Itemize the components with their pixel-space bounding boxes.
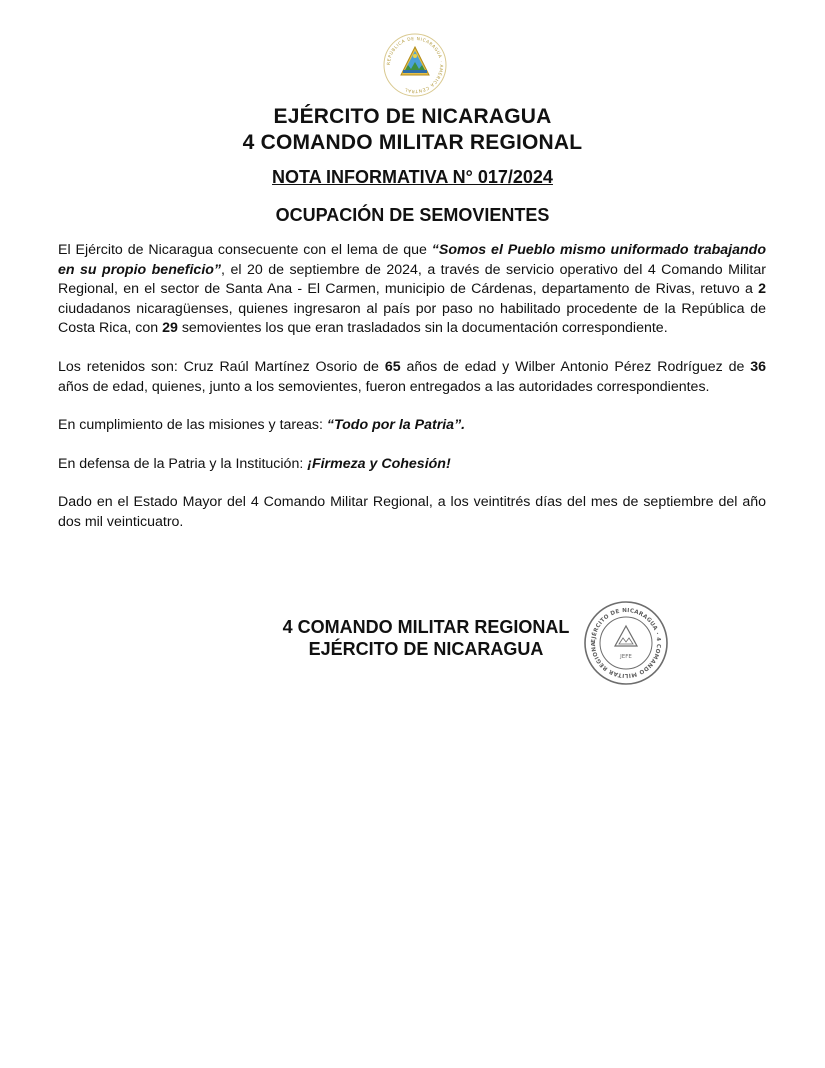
coat-of-arms-icon [382, 32, 448, 98]
paragraph-4 [58, 455, 766, 475]
organization-name: EJÉRCITO DE NICARAGUA [273, 105, 552, 128]
paragraph-2 [58, 358, 766, 397]
age-2: 36 [750, 358, 766, 375]
document-body [58, 241, 766, 533]
svg-text:JEFE: JEFE [620, 654, 632, 660]
command-name: 4 COMANDO MILITAR REGIONAL [242, 131, 583, 154]
motto-todo-por-la-patria: “Todo por la Patria”. [326, 417, 466, 434]
text-span: El Ejército de Nicaragua consecuente con el lema de que [58, 242, 432, 258]
text-span: años de edad y Wilber Antonio Pérez Rodríguez de [400, 358, 751, 375]
people-count: 2 [758, 281, 766, 298]
motto-firmeza-y-cohesion: ¡Firmeza y Cohesión! [307, 455, 451, 472]
signature-block [268, 616, 584, 660]
text-span: En defensa de la Patria y la Institución: [58, 455, 308, 472]
subject-title: OCUPACIÓN DE SEMOVIENTES [275, 205, 550, 225]
note-number-title: NOTA INFORMATIVA N° 017/2024 [272, 167, 553, 187]
signature-line-2: EJÉRCITO DE NICARAGUA [308, 639, 544, 659]
text-span: ciudadanos nicaragüenses, quienes ingresaron al país por paso no habilitado procedente de la República de Costa Rica, con [58, 300, 766, 337]
paragraph-1 [58, 241, 766, 339]
motto-text: “Somos el Pueblo mismo uniformado trabajando en su propio beneficio” [58, 242, 766, 278]
age-1: 65 [384, 358, 401, 375]
text-span: Los retenidos son: Cruz Raúl Martínez Osorio de [58, 358, 385, 375]
official-seal-icon [583, 600, 669, 686]
paragraph-3 [58, 416, 766, 436]
svg-text:EJÉRCITO DE NICARAGUA · 4 COMA: EJÉRCITO DE NICARAGUA · 4 COMANDO MILITAR REGIONA [590, 607, 662, 679]
text-span: semovientes los que eran trasladados sin la documentación correspondiente. [177, 320, 668, 337]
text-span: años de edad, quienes, junto a los semovientes, fueron entregados a las autoridades correspondientes. [58, 378, 710, 395]
svg-text:REPÚBLICA DE NICARAGUA · AMÉRI: REPÚBLICA DE NICARAGUA · AMÉRICA CENTRAL [386, 36, 444, 94]
document-header [0, 104, 825, 188]
signature-line-1: 4 COMANDO MILITAR REGIONAL [282, 617, 570, 637]
paragraph-5: Dado en el Estado Mayor del 4 Comando Militar Regional, a los veintitrés días del mes de septiembre del año dos mil veinticuatro. [58, 494, 766, 530]
text-span: , el 20 de septiembre de 2024, a través de servicio operativo del 4 Comando Militar Regional, en el sector de Santa Ana - El Carmen, municipio de Cárdenas, departamento de Rivas, retuvo a [58, 261, 766, 298]
livestock-count: 29 [162, 320, 178, 337]
text-span: En cumplimiento de las misiones y tareas: [58, 417, 327, 434]
